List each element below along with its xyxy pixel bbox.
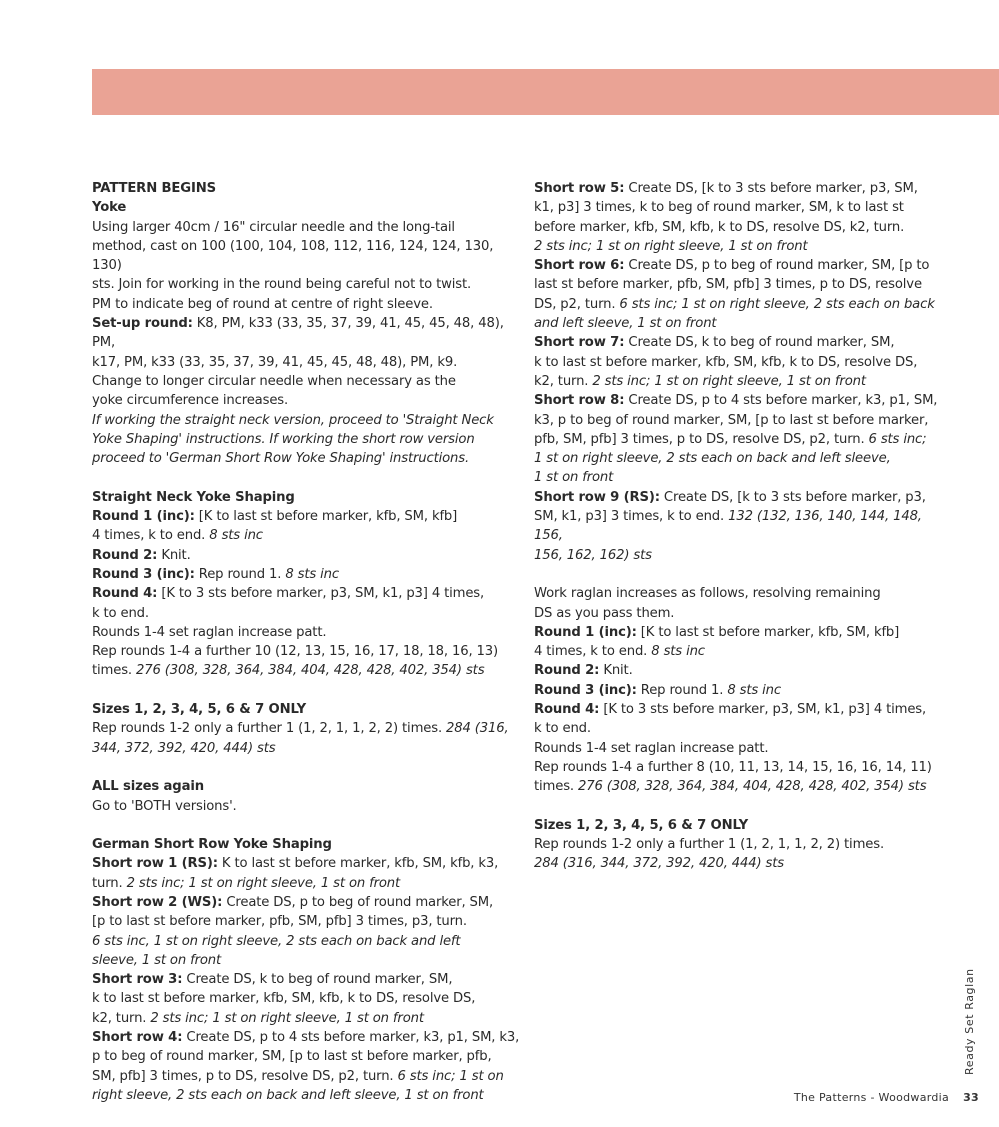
change-needle-cont: yoke circumference increases. [92, 393, 289, 409]
short-row-9: Short row 9 (RS): Create DS, [k to 3 sts before marker, p3, [534, 489, 926, 505]
pattern-begins-heading: PATTERN BEGINS [92, 181, 216, 196]
header-band [92, 69, 999, 115]
yoke-line: PM to indicate beg of round at centre of right sleeve. [92, 296, 433, 312]
page-number: 33 [963, 1091, 979, 1104]
short-row-3-cont: k2, turn. 2 sts inc; 1 st on right sleeve, 1 st on front [92, 1010, 424, 1026]
version-note: proceed to 'German Short Row Yoke Shaping' instructions. [92, 451, 470, 467]
short-row-6: Short row 6: Create DS, p to beg of round marker, SM, [p to [534, 258, 930, 274]
short-row-6-cont: DS, p2, turn. 6 sts inc; 1 st on right sleeve, 2 sts each on back [534, 296, 935, 312]
short-row-8-cont: k3, p to beg of round marker, SM, [p to last st before marker, [534, 412, 929, 428]
yoke-line: sts. Join for working in the round being careful not to twist. [92, 277, 472, 293]
short-row-9-cont: SM, k1, p3] 3 times, k to end. 132 (132, 136, 140, 144, 148, 156, [534, 509, 922, 544]
version-note: Yoke Shaping' instructions. If working the short row version [92, 431, 475, 447]
sizes-text: Rep rounds 1-2 only a further 1 (1, 2, 1, 1, 2, 2) times. 284 (316, [92, 721, 509, 737]
short-row-2-note: sleeve, 1 st on front [92, 952, 222, 968]
repeat-line: Rep rounds 1-4 a further 10 (12, 13, 15, 16, 17, 18, 18, 16, 13) [92, 644, 499, 660]
short-row-9-note: 156, 162, 162) sts [534, 547, 652, 563]
sizes-text: Rep rounds 1-2 only a further 1 (1, 2, 1, 1, 2, 2) times. [534, 837, 884, 853]
footer-section: The Patterns - Woodwardia [793, 1091, 950, 1104]
short-row-2: Short row 2 (WS): Create DS, p to beg of round marker, SM, [92, 894, 494, 910]
short-row-7-cont: k to last st before marker, kfb, SM, kfb, k to DS, resolve DS, [534, 354, 918, 370]
short-row-3: Short row 3: Create DS, k to beg of round marker, SM, [92, 972, 453, 988]
round-4: Round 4: [K to 3 sts before marker, p3, SM, k1, p3] 4 times, [534, 702, 927, 718]
sizes-heading: Sizes 1, 2, 3, 4, 5, 6 & 7 ONLY [92, 702, 307, 718]
short-row-5-note: 2 sts inc; 1 st on right sleeve, 1 st on front [534, 238, 808, 254]
short-row-8-note: 1 st on front [534, 470, 614, 486]
short-row-3-cont: k to last st before marker, kfb, SM, kfb, k to DS, resolve DS, [92, 991, 476, 1007]
short-row-5-cont: before marker, kfb, SM, kfb, k to DS, resolve DS, k2, turn. [534, 219, 905, 235]
right-column [534, 179, 954, 874]
straight-neck-heading: Straight Neck Yoke Shaping [92, 489, 295, 505]
short-row-8: Short row 8: Create DS, p to 4 sts before marker, k3, p1, SM, [534, 393, 938, 409]
round-1: Round 1 (inc): [K to last st before marker, kfb, SM, kfb] [92, 509, 458, 525]
setup-round-cont: k17, PM, k33 (33, 35, 37, 39, 41, 45, 45, 48, 48), PM, k9. [92, 354, 458, 370]
round-4-cont: k to end. [92, 605, 149, 621]
yoke-line: method, cast on 100 (100, 104, 108, 112, 116, 124, 124, 130, 130) [92, 238, 494, 274]
sizes-text-cont: 284 (316, 344, 372, 392, 420, 444) sts [534, 856, 785, 872]
short-row-2-note: 6 sts inc, 1 st on right sleeve, 2 sts each on back and left [92, 933, 461, 949]
round-1-cont: 4 times, k to end. 8 sts inc [92, 528, 263, 544]
round-4: Round 4: [K to 3 sts before marker, p3, SM, k1, p3] 4 times, [92, 586, 485, 602]
short-row-4-cont: SM, pfb] 3 times, p to DS, resolve DS, p2, turn. 6 sts inc; 1 st on [92, 1068, 504, 1084]
yoke-line: Using larger 40cm / 16" circular needle and the long-tail [92, 219, 455, 235]
short-row-7: Short row 7: Create DS, k to beg of round marker, SM, [534, 335, 895, 351]
book-title-vertical: Ready Set Raglan [963, 968, 976, 1075]
short-row-8-note: 1 st on right sleeve, 2 sts each on back and left sleeve, [534, 451, 891, 467]
sizes-heading: Sizes 1, 2, 3, 4, 5, 6 & 7 ONLY [534, 817, 749, 833]
round-2: Round 2: Knit. [534, 663, 633, 679]
left-column [92, 179, 522, 1105]
change-needle: Change to longer circular needle when necessary as the [92, 373, 456, 389]
short-row-4-cont: p to beg of round marker, SM, [p to last st before marker, pfb, [92, 1049, 492, 1065]
round-1: Round 1 (inc): [K to last st before marker, kfb, SM, kfb] [534, 624, 900, 640]
short-row-5-cont: k1, p3] 3 times, k to beg of round marker, SM, k to last st [534, 200, 904, 216]
rounds-set: Rounds 1-4 set raglan increase patt. [92, 624, 327, 640]
round-1-cont: 4 times, k to end. 8 sts inc [534, 644, 705, 660]
all-sizes-heading: ALL sizes again [92, 779, 204, 795]
short-row-4-note: right sleeve, 2 sts each on back and left sleeve, 1 st on front [92, 1087, 484, 1103]
short-row-8-cont: pfb, SM, pfb] 3 times, p to DS, resolve DS, p2, turn. 6 sts inc; [534, 431, 927, 447]
work-raglan-cont: DS as you pass them. [534, 605, 675, 621]
repeat-line-cont: times. 276 (308, 328, 364, 384, 404, 428, 428, 402, 354) sts [534, 779, 927, 795]
round-2: Round 2: Knit. [92, 547, 191, 563]
repeat-line: Rep rounds 1-4 a further 8 (10, 11, 13, 14, 15, 16, 16, 14, 11) [534, 759, 932, 775]
short-row-4: Short row 4: Create DS, p to 4 sts before marker, k3, p1, SM, k3, [92, 1030, 520, 1046]
all-sizes-text: Go to 'BOTH versions'. [92, 798, 237, 814]
short-row-6-cont: last st before marker, pfb, SM, pfb] 3 times, p to DS, resolve [534, 277, 922, 293]
short-row-2-cont: [p to last st before marker, pfb, SM, pfb] 3 times, p3, turn. [92, 914, 467, 930]
round-3: Round 3 (inc): Rep round 1. 8 sts inc [534, 682, 781, 698]
short-row-7-cont: k2, turn. 2 sts inc; 1 st on right sleeve, 1 st on front [534, 373, 866, 389]
german-short-row-heading: German Short Row Yoke Shaping [92, 837, 332, 853]
rounds-set: Rounds 1-4 set raglan increase patt. [534, 740, 769, 756]
page-footer [700, 1091, 979, 1104]
round-3: Round 3 (inc): Rep round 1. 8 sts inc [92, 566, 339, 582]
work-raglan: Work raglan increases as follows, resolving remaining [534, 586, 881, 602]
repeat-line-cont: times. 276 (308, 328, 364, 384, 404, 428, 428, 402, 354) sts [92, 663, 485, 679]
sizes-text-cont: 344, 372, 392, 420, 444) sts [92, 740, 276, 756]
yoke-heading: Yoke [92, 200, 127, 216]
short-row-6-note: and left sleeve, 1 st on front [534, 316, 717, 332]
short-row-1: Short row 1 (RS): K to last st before marker, kfb, SM, kfb, k3, [92, 856, 499, 872]
short-row-1-cont: turn. 2 sts inc; 1 st on right sleeve, 1 st on front [92, 875, 401, 891]
round-4-cont: k to end. [534, 721, 591, 737]
version-note: If working the straight neck version, proceed to 'Straight Neck [92, 412, 494, 428]
setup-round: Set-up round: K8, PM, k33 (33, 35, 37, 39, 41, 45, 45, 48, 48), PM, [92, 316, 504, 351]
short-row-5: Short row 5: Create DS, [k to 3 sts before marker, p3, SM, [534, 181, 918, 196]
